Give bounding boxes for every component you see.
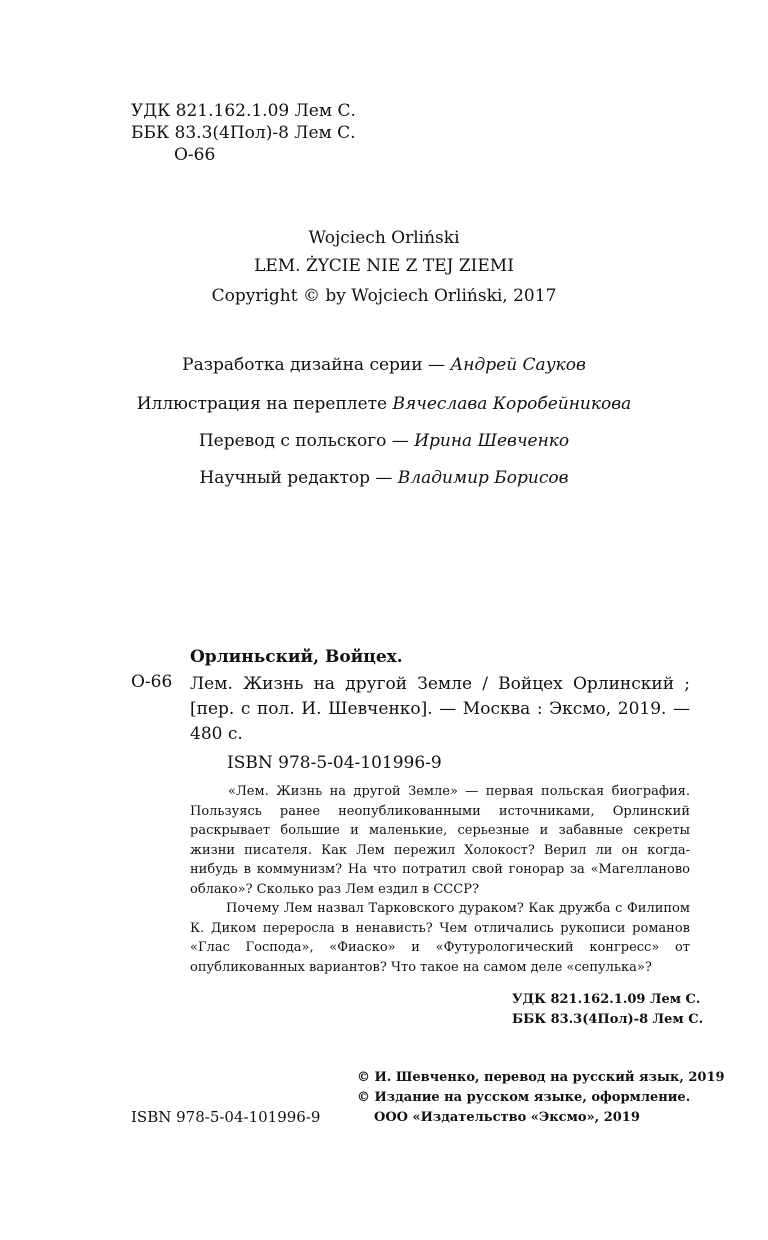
credit-person: Вячеслава Коробейникова bbox=[392, 394, 632, 414]
annotation-paragraph: «Лем. Жизнь на другой Земле» — первая польская биография. Пользуясь ранее неопубликованными источниками, Орлинский раскрывает большие и маленькие, серьезные и забавные секреты жизни писателя. Как Лем пережил Холокост? Верил ли он когда-нибудь в коммунизм? На что потратил свой гонорар за «Магелланово облако»? Сколько раз Лем ездил в СССР? bbox=[190, 784, 690, 897]
credit-design bbox=[0, 355, 768, 375]
bibliographic-author: Орлиньский, Войцех. bbox=[190, 647, 403, 667]
bibliographic-description: Лем. Жизнь на другой Земле / Войцех Орлинский ; [пер. с пол. И. Шевченко]. — Москва : Эксмо, 2019. — 480 с. bbox=[190, 674, 690, 744]
credit-role: Научный редактор — bbox=[199, 468, 398, 488]
isbn-bottom: ISBN 978-5-04-101996-9 bbox=[131, 1108, 321, 1126]
original-author: Wojciech Orliński bbox=[308, 228, 460, 248]
udk-bbk-block-2 bbox=[512, 990, 703, 1030]
annotation-paragraph: Почему Лем назвал Тарковского дураком? Как дружба с Филипом К. Диком переросла в ненависть? Чем отличались рукописи романов «Глас Господа», «Фиаско» и «Футурологический конгресс» от опубликованных вариантов? Что такое на самом деле «сепулька»? bbox=[190, 901, 690, 975]
udk-line: УДК 821.162.1.09 Лем С. bbox=[131, 101, 356, 121]
credit-person: Ирина Шевченко bbox=[414, 431, 570, 451]
original-title: LEM. ŻYCIE NIE Z TEJ ZIEMI bbox=[254, 256, 514, 276]
bibliographic-isbn: ISBN 978-5-04-101996-9 bbox=[227, 753, 442, 773]
original-copyright: Copyright © by Wojciech Orliński, 2017 bbox=[211, 286, 557, 306]
udk-line: УДК 821.162.1.09 Лем С. bbox=[512, 992, 701, 1007]
rights-block bbox=[357, 1068, 725, 1128]
author-mark: О-66 bbox=[174, 145, 216, 165]
credit-editor bbox=[0, 468, 768, 488]
bbk-line: ББК 83.3(4Пол)-8 Лем С. bbox=[131, 123, 356, 143]
bibliographic-code: О-66 bbox=[131, 672, 173, 692]
annotation bbox=[190, 782, 690, 977]
udk-bbk-block bbox=[131, 100, 356, 166]
rights-edition: © Издание на русском языке, оформление. bbox=[357, 1090, 691, 1105]
bbk-line: ББК 83.3(4Пол)-8 Лем С. bbox=[512, 1012, 704, 1027]
credit-person: Владимир Борисов bbox=[397, 468, 569, 488]
credit-role: Разработка дизайна серии — bbox=[182, 355, 451, 375]
credit-illustration bbox=[0, 394, 768, 414]
credit-translation bbox=[0, 431, 768, 451]
rights-translation: © И. Шевченко, перевод на русский язык, 2019 bbox=[357, 1070, 725, 1085]
rights-publisher: ООО «Издательство «Эксмо», 2019 bbox=[374, 1110, 640, 1125]
credit-role: Перевод с польского — bbox=[198, 431, 415, 451]
credit-role: Иллюстрация на переплете bbox=[136, 394, 393, 414]
credit-person: Андрей Сауков bbox=[450, 355, 586, 375]
